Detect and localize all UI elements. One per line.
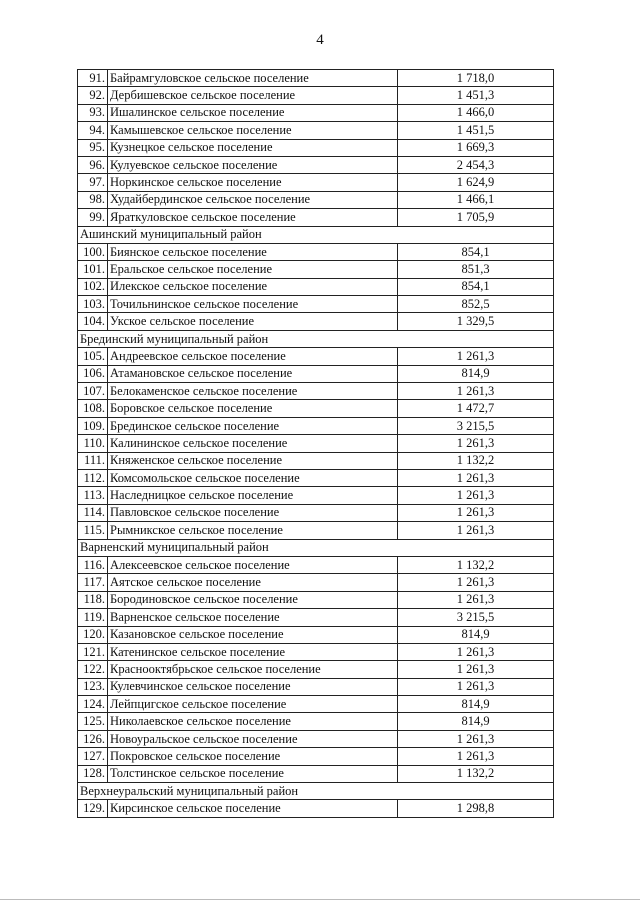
row-number: 110. [78,435,108,452]
table-row [78,70,554,87]
row-number: 116. [78,556,108,573]
table-row [78,348,554,365]
settlement-value: 1 261,3 [398,591,554,608]
settlement-value: 854,1 [398,243,554,260]
table-row [78,574,554,591]
table-row [78,765,554,782]
row-number: 127. [78,748,108,765]
settlement-value: 1 451,5 [398,122,554,139]
settlement-name: Худайбердинское сельское поселение [108,191,398,208]
row-number: 104. [78,313,108,330]
table-row [78,122,554,139]
settlement-value: 2 454,3 [398,156,554,173]
settlement-value: 1 298,8 [398,800,554,817]
table-row [78,713,554,730]
row-number: 124. [78,696,108,713]
table-row [78,678,554,695]
settlement-name: Брединское сельское поселение [108,417,398,434]
table-row [78,191,554,208]
settlement-name: Николаевское сельское поселение [108,713,398,730]
settlement-name: Укское сельское поселение [108,313,398,330]
table-row [78,156,554,173]
settlement-value: 1 329,5 [398,313,554,330]
settlement-value: 1 261,3 [398,522,554,539]
settlement-name: Алексеевское сельское поселение [108,556,398,573]
row-number: 92. [78,87,108,104]
table-row [78,400,554,417]
settlement-name: Точильнинское сельское поселение [108,296,398,313]
settlement-name: Катенинское сельское поселение [108,643,398,660]
row-number: 129. [78,800,108,817]
row-number: 93. [78,104,108,121]
page-number: 4 [316,32,324,48]
table-row [78,87,554,104]
settlement-value: 1 261,3 [398,730,554,747]
settlement-name: Калининское сельское поселение [108,435,398,452]
settlement-name: Илекское сельское поселение [108,278,398,295]
row-number: 105. [78,348,108,365]
settlement-name: Кузнецкое сельское поселение [108,139,398,156]
settlement-value: 1 451,3 [398,87,554,104]
settlement-name: Дербишевское сельское поселение [108,87,398,104]
row-number: 111. [78,452,108,469]
table-row [78,522,554,539]
settlement-name: Варненское сельское поселение [108,609,398,626]
settlement-name: Княженское сельское поселение [108,452,398,469]
table-row [78,696,554,713]
district-section-row [78,330,554,347]
settlement-value: 852,5 [398,296,554,313]
row-number: 119. [78,609,108,626]
settlement-name: Камышевское сельское поселение [108,122,398,139]
table-row [78,487,554,504]
settlement-value: 1 132,2 [398,452,554,469]
page-bottom-edge [0,899,640,900]
table-row [78,278,554,295]
district-title: Ашинский муниципальный район [78,226,554,243]
row-number: 101. [78,261,108,278]
table-row [78,417,554,434]
district-section-row [78,783,554,800]
table-row [78,435,554,452]
settlement-value: 1 624,9 [398,174,554,191]
table-row [78,730,554,747]
settlement-value: 1 261,3 [398,661,554,678]
row-number: 107. [78,383,108,400]
table-row [78,243,554,260]
table-row [78,174,554,191]
settlement-value: 1 718,0 [398,70,554,87]
settlement-value: 814,9 [398,713,554,730]
settlement-name: Наследницкое сельское поселение [108,487,398,504]
row-number: 91. [78,70,108,87]
table-row [78,261,554,278]
settlement-name: Комсомольское сельское поселение [108,469,398,486]
table-row [78,296,554,313]
settlement-value: 1 132,2 [398,556,554,573]
row-number: 95. [78,139,108,156]
settlement-value: 851,3 [398,261,554,278]
settlement-name: Павловское сельское поселение [108,504,398,521]
district-title: Брединский муниципальный район [78,330,554,347]
table-row [78,209,554,226]
row-number: 125. [78,713,108,730]
district-section-row [78,226,554,243]
table-row [78,800,554,817]
settlement-value: 1 132,2 [398,765,554,782]
table-row [78,452,554,469]
district-title: Варненский муниципальный район [78,539,554,556]
row-number: 106. [78,365,108,382]
row-number: 123. [78,678,108,695]
settlement-name: Атамановское сельское поселение [108,365,398,382]
settlement-value: 1 261,3 [398,435,554,452]
settlement-name: Казановское сельское поселение [108,626,398,643]
settlement-name: Биянское сельское поселение [108,243,398,260]
settlement-value: 814,9 [398,626,554,643]
settlement-value: 1 261,3 [398,678,554,695]
settlement-value: 1 261,3 [398,643,554,660]
settlement-value: 3 215,5 [398,417,554,434]
row-number: 109. [78,417,108,434]
settlement-name: Андреевское сельское поселение [108,348,398,365]
settlement-value: 1 466,0 [398,104,554,121]
settlement-value: 1 261,3 [398,469,554,486]
settlement-value: 854,1 [398,278,554,295]
settlement-value: 1 261,3 [398,348,554,365]
row-number: 126. [78,730,108,747]
table-row [78,313,554,330]
settlement-name: Кулевчинское сельское поселение [108,678,398,695]
row-number: 102. [78,278,108,295]
settlement-name: Байрамгуловское сельское поселение [108,70,398,87]
row-number: 108. [78,400,108,417]
settlement-name: Белокаменское сельское поселение [108,383,398,400]
row-number: 94. [78,122,108,139]
settlement-name: Кулуевское сельское поселение [108,156,398,173]
settlement-name: Еральское сельское поселение [108,261,398,278]
settlement-value: 1 261,3 [398,504,554,521]
table-row [78,104,554,121]
settlement-name: Боровское сельское поселение [108,400,398,417]
settlement-name: Кирсинское сельское поселение [108,800,398,817]
row-number: 118. [78,591,108,608]
table-row [78,591,554,608]
row-number: 97. [78,174,108,191]
settlement-value: 814,9 [398,365,554,382]
row-number: 103. [78,296,108,313]
settlement-name: Ишалинское сельское поселение [108,104,398,121]
settlement-name: Лейпцигское сельское поселение [108,696,398,713]
table-row [78,661,554,678]
table-row [78,609,554,626]
settlement-name: Краснооктябрьское сельское поселение [108,661,398,678]
row-number: 96. [78,156,108,173]
table-row [78,643,554,660]
settlement-value: 3 215,5 [398,609,554,626]
row-number: 115. [78,522,108,539]
settlement-value: 1 261,3 [398,574,554,591]
district-section-row [78,539,554,556]
settlement-value: 1 261,3 [398,383,554,400]
row-number: 100. [78,243,108,260]
settlement-name: Аятское сельское поселение [108,574,398,591]
settlement-value: 1 472,7 [398,400,554,417]
row-number: 98. [78,191,108,208]
settlement-value: 1 705,9 [398,209,554,226]
table-body [78,70,554,818]
district-title: Верхнеуральский муниципальный район [78,783,554,800]
row-number: 120. [78,626,108,643]
settlement-value: 1 669,3 [398,139,554,156]
settlement-name: Яраткуловское сельское поселение [108,209,398,226]
row-number: 128. [78,765,108,782]
row-number: 113. [78,487,108,504]
table-row [78,469,554,486]
settlement-name: Бородиновское сельское поселение [108,591,398,608]
row-number: 121. [78,643,108,660]
table-row [78,556,554,573]
settlement-name: Новоуральское сельское поселение [108,730,398,747]
settlement-value: 814,9 [398,696,554,713]
table-row [78,504,554,521]
table-row [78,365,554,382]
row-number: 99. [78,209,108,226]
settlements-table [77,69,554,818]
row-number: 117. [78,574,108,591]
table-row [78,626,554,643]
settlement-value: 1 466,1 [398,191,554,208]
settlement-name: Покровское сельское поселение [108,748,398,765]
table-row [78,748,554,765]
table-row [78,383,554,400]
row-number: 114. [78,504,108,521]
row-number: 122. [78,661,108,678]
settlement-name: Норкинское сельское поселение [108,174,398,191]
settlement-name: Толстинское сельское поселение [108,765,398,782]
settlement-name: Рымникское сельское поселение [108,522,398,539]
settlement-value: 1 261,3 [398,487,554,504]
settlement-value: 1 261,3 [398,748,554,765]
table-row [78,139,554,156]
row-number: 112. [78,469,108,486]
